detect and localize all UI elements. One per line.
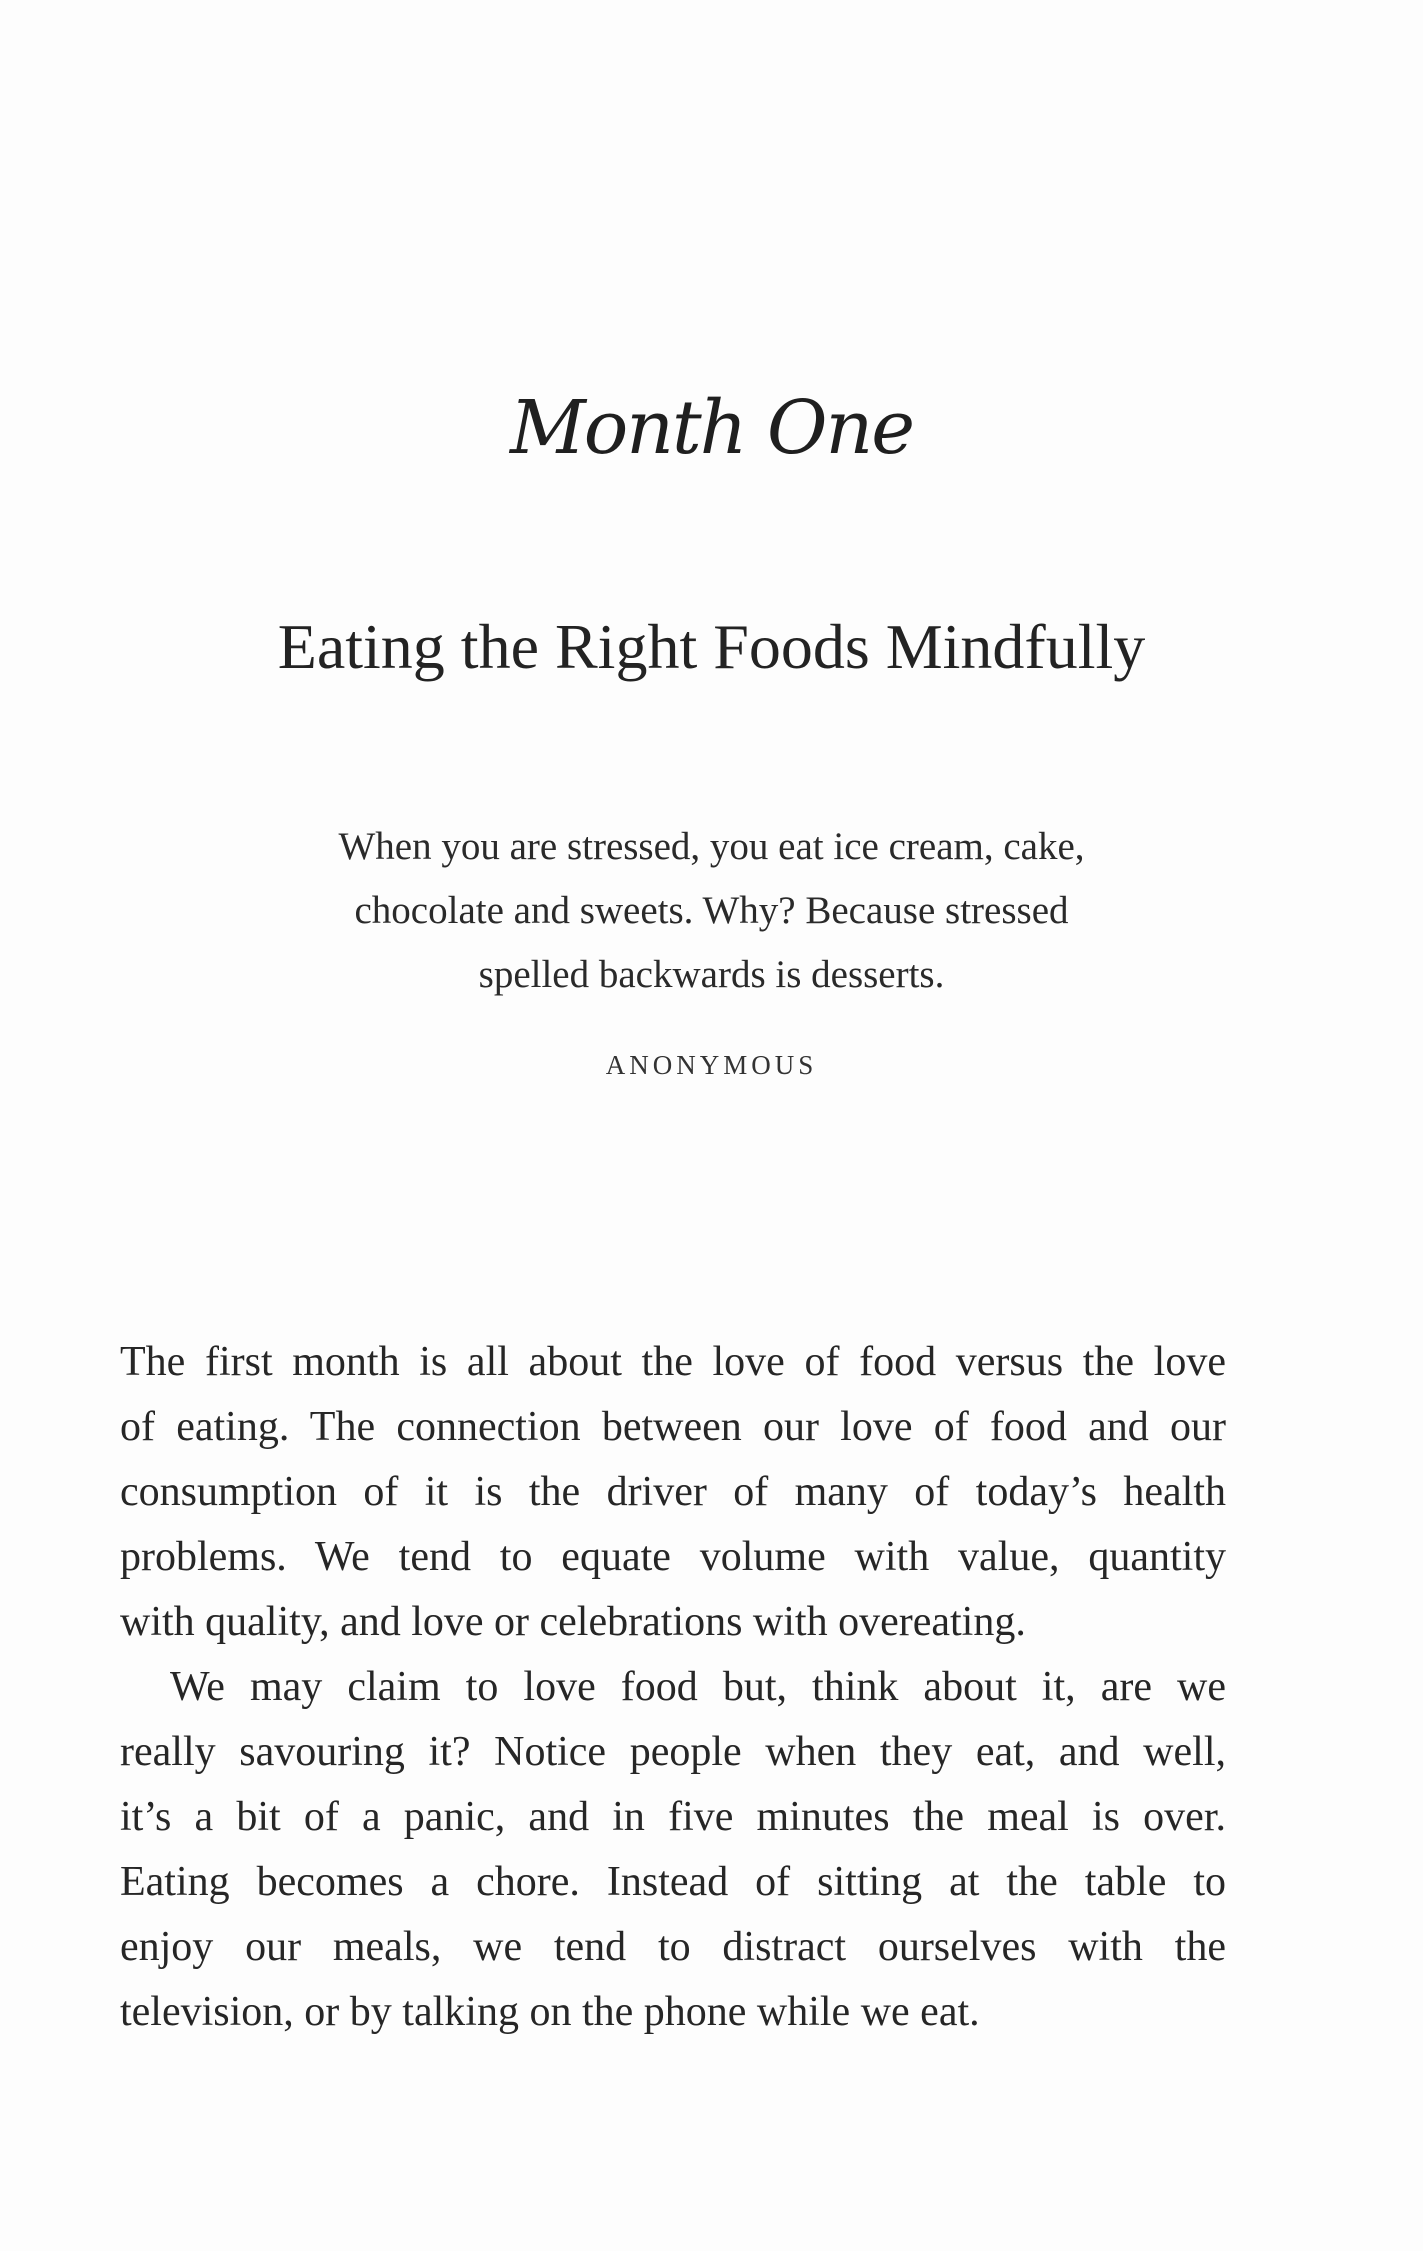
body-line: consumption of it is the driver of many of today’s health bbox=[120, 1469, 1226, 1515]
body-line: really savouring it? Notice people when they eat, and well, bbox=[120, 1729, 1226, 1775]
body-line: television, or by talking on the phone while we eat. bbox=[120, 1989, 980, 2035]
body-line: problems. We tend to equate volume with value, quantity bbox=[120, 1534, 1226, 1580]
epigraph-line: spelled backwards is desserts. bbox=[478, 953, 945, 996]
epigraph-quote bbox=[180, 815, 1243, 1007]
body-line: of eating. The connection between our love of food and our bbox=[120, 1404, 1226, 1450]
body-line: enjoy our meals, we tend to distract ourselves with the bbox=[120, 1924, 1226, 1970]
epigraph-attribution: ANONYMOUS bbox=[605, 1050, 818, 1080]
body-line: Eating becomes a chore. Instead of sitting at the table to bbox=[120, 1859, 1226, 1905]
chapter-title: Eating the Right Foods Mindfully bbox=[277, 611, 1146, 682]
body-line: it’s a bit of a panic, and in five minutes the meal is over. bbox=[120, 1794, 1226, 1840]
paragraph-2 bbox=[120, 1655, 1226, 2045]
body-line: We may claim to love food but, think about it, are we bbox=[170, 1664, 1226, 1710]
body-line: with quality, and love or celebrations with overeating. bbox=[120, 1599, 1026, 1645]
epigraph-line: chocolate and sweets. Why? Because stressed bbox=[354, 889, 1069, 932]
paragraph-1 bbox=[120, 1330, 1226, 1655]
chapter-label: Month One bbox=[509, 385, 914, 471]
body-line: The first month is all about the love of food versus the love bbox=[120, 1339, 1226, 1385]
epigraph-line: When you are stressed, you eat ice cream, cake, bbox=[338, 825, 1085, 868]
body-text bbox=[120, 1330, 1226, 2045]
